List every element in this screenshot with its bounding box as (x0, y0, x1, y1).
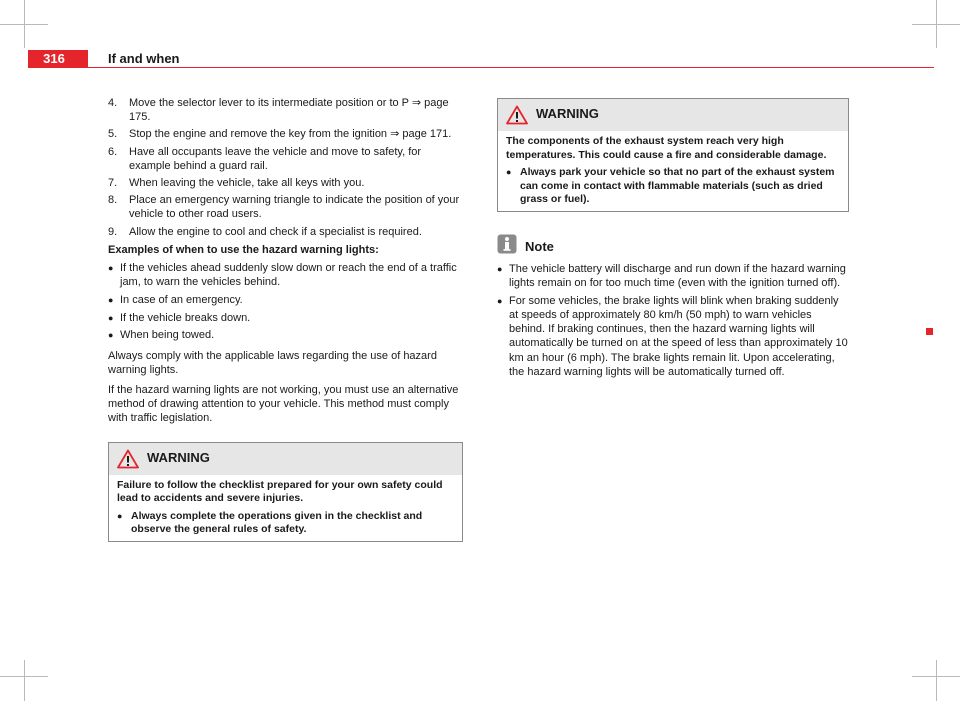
page-number: 316 (28, 50, 88, 68)
note-label: Note (525, 238, 554, 254)
warning-label: WARNING (536, 106, 599, 121)
warning-body (498, 131, 848, 211)
page-title: If and when (108, 51, 180, 66)
warning-bullet: ● Always park your vehicle so that no part of the exhaust system can come in contact with flammable materials (such as dried grass or fuel). (506, 166, 835, 206)
examples-list (108, 261, 463, 343)
note-list (497, 262, 849, 379)
list-item: ● In case of an emergency. (108, 293, 243, 306)
warning-header (498, 99, 848, 131)
step-item: 4. Move the selector lever to its intermediate position or to P ⇒ page 175. (108, 97, 449, 124)
warning-triangle-icon (117, 449, 139, 469)
warning-box (497, 98, 849, 212)
step-item: 6. Have all occupants leave the vehicle and move to safety, for example behind a guard rail. (108, 145, 422, 172)
section-end-marker (926, 328, 933, 335)
warning-triangle-icon (506, 105, 528, 125)
step-item: 5. Stop the engine and remove the key from the ignition ⇒ page 171. (108, 128, 452, 141)
warning-body (109, 475, 462, 541)
list-item: ● The vehicle battery will discharge and run down if the hazard warning lights remain on for too much time (even with the ignition turned off). (497, 262, 846, 290)
paragraph: Always comply with the applicable laws regarding the use of hazard warning lights. (108, 349, 437, 376)
list-item: ● If the vehicle breaks down. (108, 311, 251, 324)
crop-mark (936, 0, 937, 48)
note-header (497, 234, 849, 258)
crop-mark (24, 0, 25, 48)
left-column (108, 96, 463, 542)
examples-heading: Examples of when to use the hazard warning lights: (108, 243, 379, 256)
crop-mark (24, 660, 25, 701)
step-item: 9. Allow the engine to cool and check if a specialist is required. (108, 225, 422, 238)
warning-bullet: ● Always complete the operations given in the checklist and observe the general rules of safety. (117, 509, 423, 536)
right-column (497, 98, 849, 383)
crop-mark (936, 660, 937, 701)
warning-label: WARNING (147, 449, 210, 465)
step-list (108, 96, 463, 239)
warning-text: The components of the exhaust system reach very high temperatures. This could cause a fire and considerable damage. (506, 135, 827, 161)
list-item: ● If the vehicles ahead suddenly slow down or reach the end of a traffic jam, to warn the vehicles behind. (108, 262, 457, 289)
step-item: 8. Place an emergency warning triangle to indicate the position of your vehicle to other road users. (108, 194, 460, 221)
list-item: ● For some vehicles, the brake lights will blink when braking suddenly at speeds of approximately 80 km/h (50 mph) to warn vehicles behind. If braking continues, then the hazard warning lights will automatically be turned on at the speed of less than approximately 10 km an hour (6 mph). The brake lights remain lit. Upon accelerating, the hazard warning lights will be automatically turned off. (497, 294, 848, 378)
list-item: ● When being towed. (108, 329, 215, 342)
info-icon (497, 234, 517, 254)
warning-box (108, 442, 463, 542)
warning-header (109, 443, 462, 475)
step-item: 7. When leaving the vehicle, take all keys with you. (108, 177, 365, 190)
header-rule (28, 67, 934, 68)
warning-text: Failure to follow the checklist prepared for your own safety could lead to accidents and severe injuries. (117, 478, 443, 505)
paragraph: If the hazard warning lights are not working, you must use an alternative method of drawing attention to your vehicle. This method must comply with traffic legislation. (108, 383, 459, 425)
